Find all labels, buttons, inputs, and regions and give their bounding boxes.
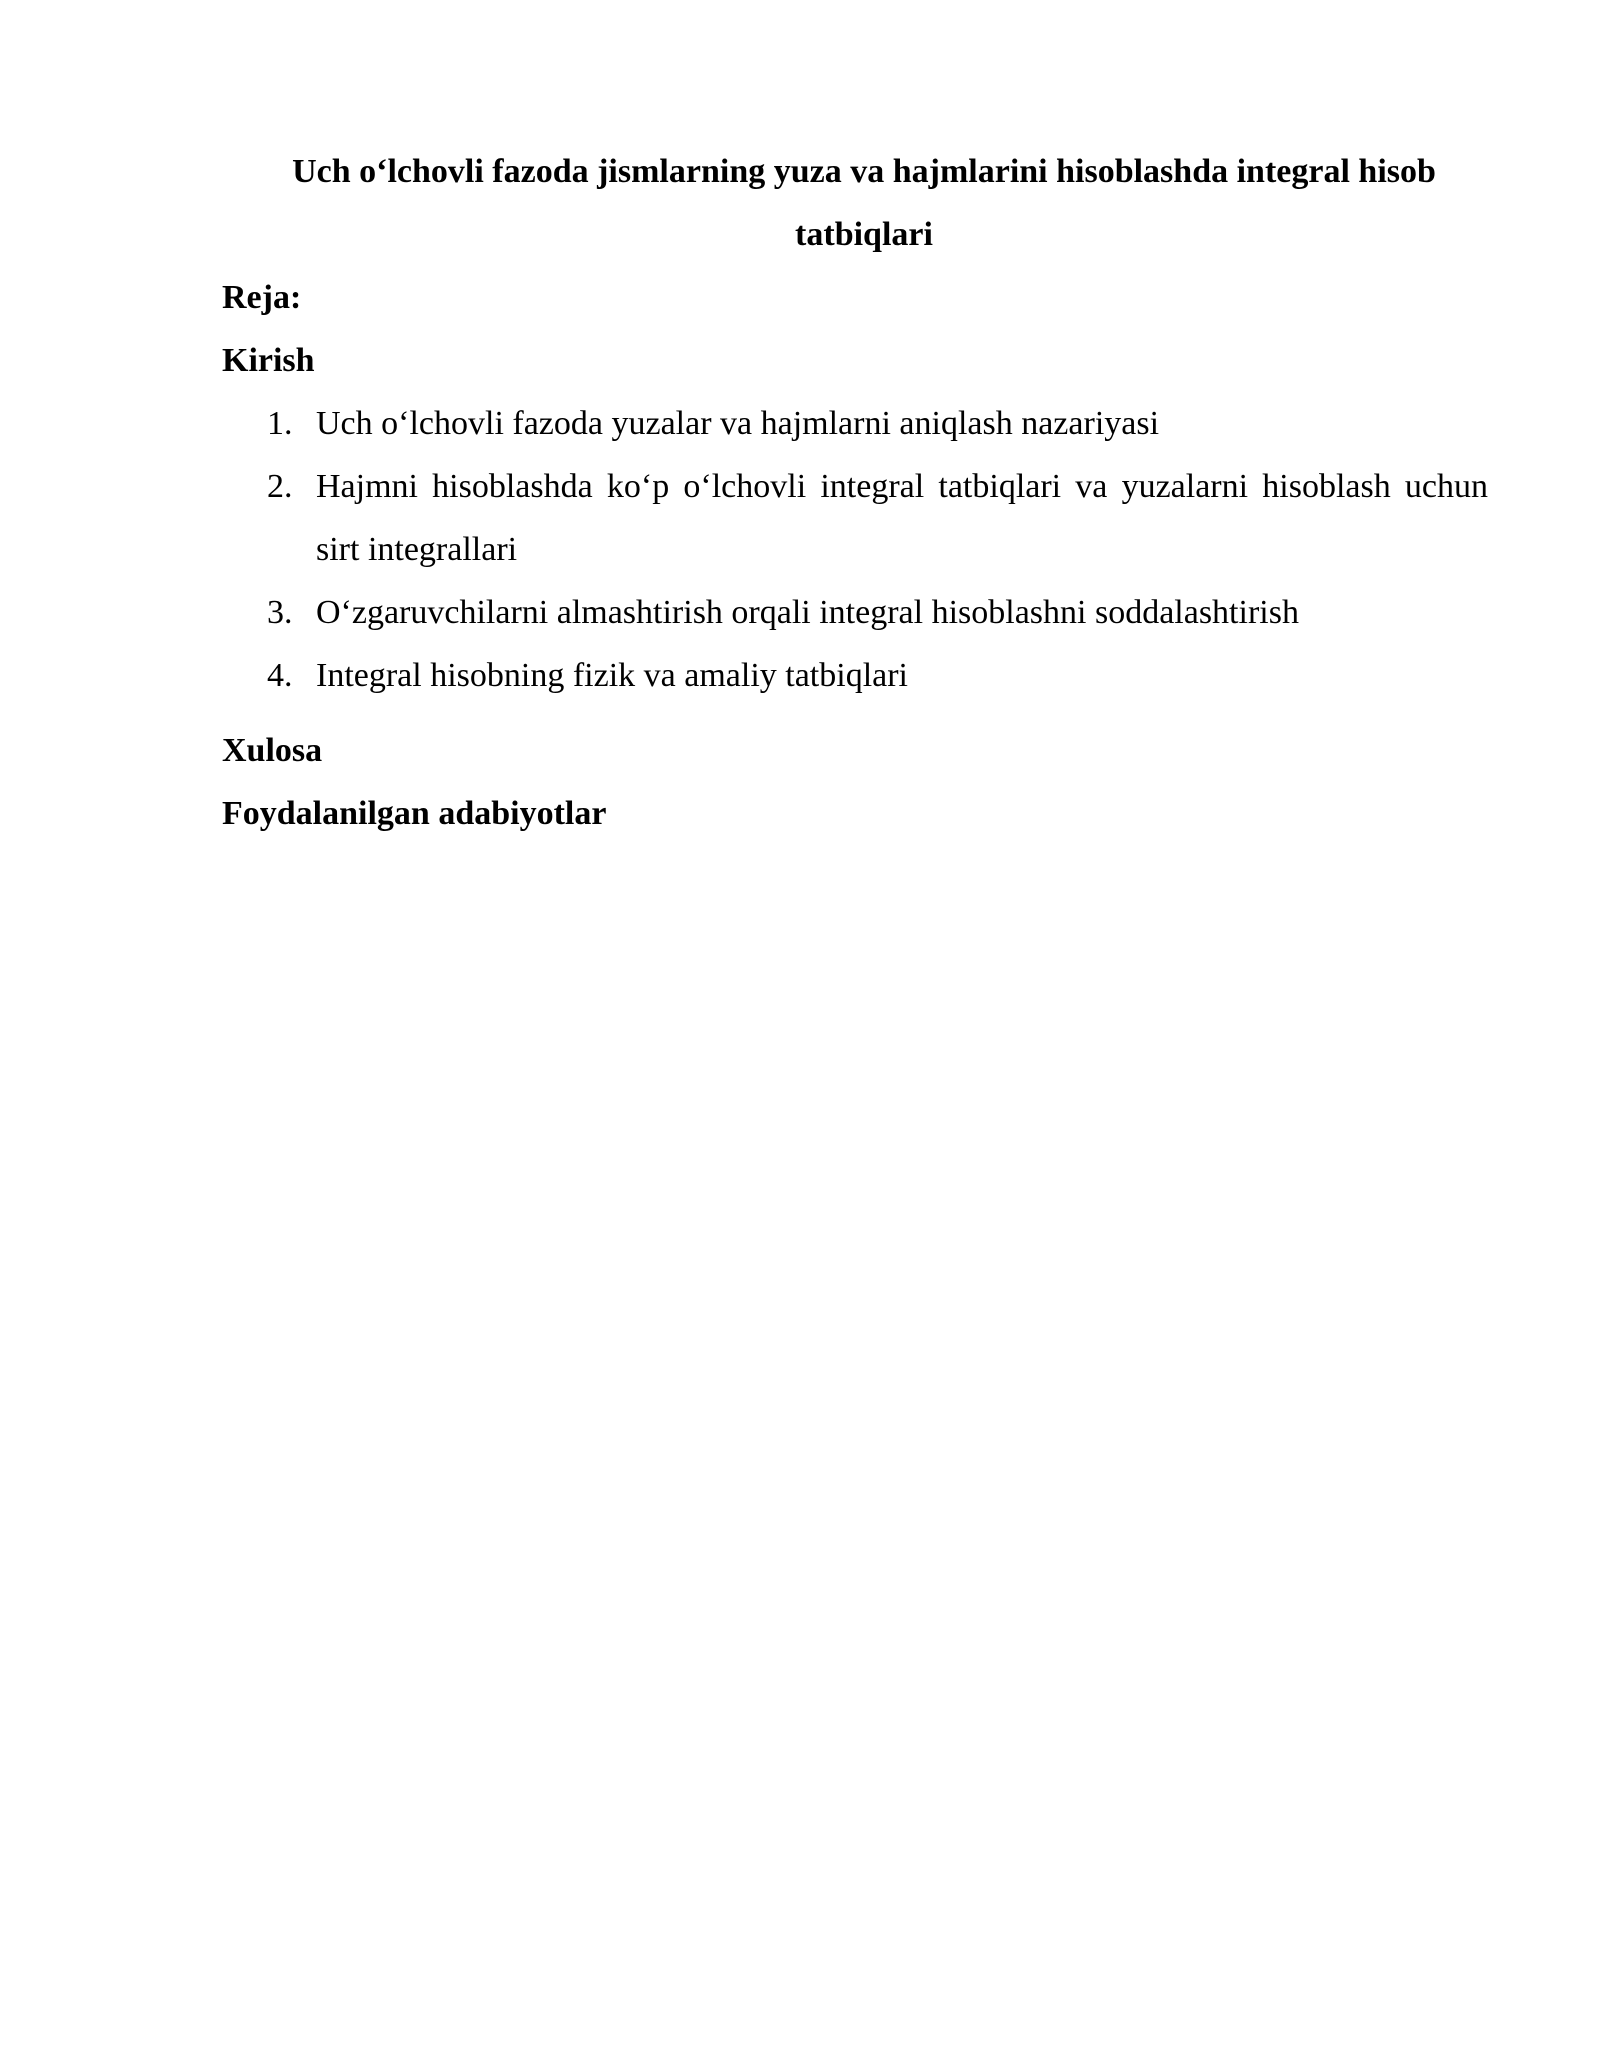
plan-item-number: 2.	[267, 468, 293, 505]
conclusion-heading: Xulosa	[222, 732, 323, 769]
plan-item	[222, 455, 1488, 581]
plan-item	[222, 392, 1488, 455]
plan-item-text: O‘zgaruvchilarni almashtirish orqali integral hisoblashni soddalashtirish	[316, 594, 1299, 631]
plan-item-text: Hajmni hisoblashda ko‘p o‘lchovli integral tatbiqlari va yuzalarni hisoblash uchun sirt integrallari	[316, 468, 1488, 568]
plan-item	[222, 581, 1488, 644]
plan-item-number: 3.	[267, 594, 293, 631]
plan-item-text: Integral hisobning fizik va amaliy tatbiqlari	[316, 657, 908, 694]
intro-heading: Kirish	[222, 342, 315, 379]
references-heading: Foydalanilgan adabiyotlar	[222, 795, 607, 832]
plan-item-number: 4.	[267, 657, 293, 694]
spacer	[222, 707, 1488, 719]
document-title: Uch o‘lchovli fazoda jismlarning yuza va hajmlarini hisoblashda integral hisob tatbiqlari	[292, 153, 1436, 253]
plan-item-number: 1.	[267, 405, 293, 442]
plan-heading: Reja:	[222, 279, 302, 316]
plan-list	[222, 392, 1488, 707]
plan-item-text: Uch o‘lchovli fazoda yuzalar va hajmlarni aniqlash nazariyasi	[316, 405, 1160, 442]
plan-item	[222, 644, 1488, 707]
document-content	[222, 140, 1488, 845]
